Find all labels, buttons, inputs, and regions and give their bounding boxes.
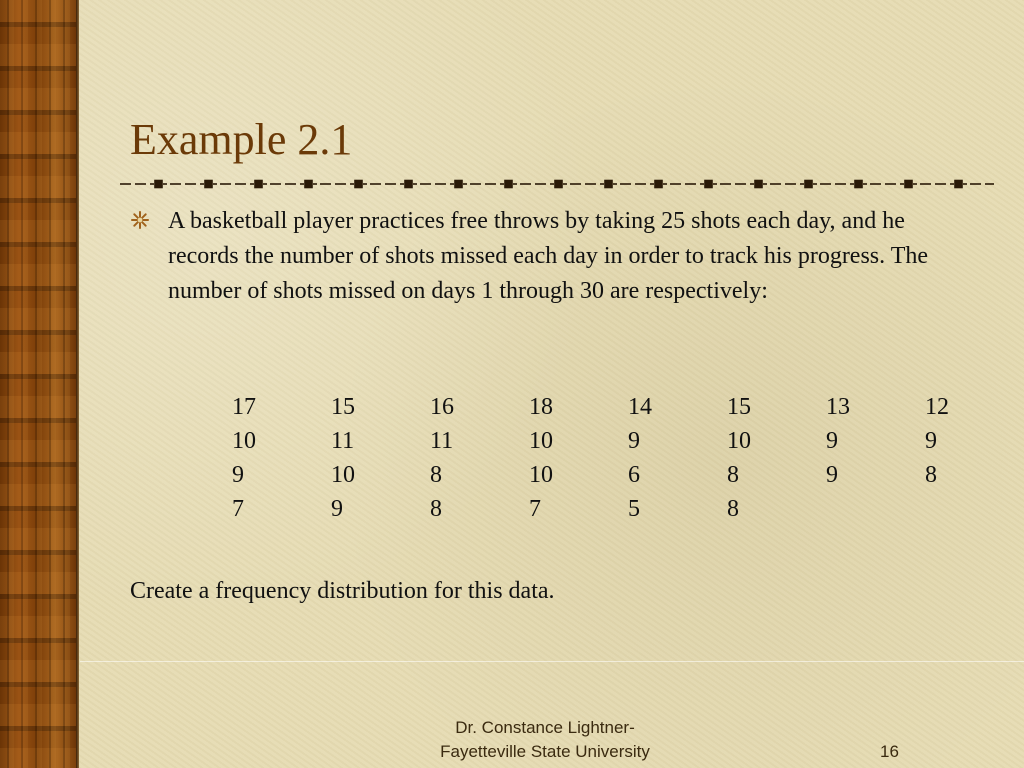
table-cell: 7 [232, 495, 244, 522]
bullet-text: A basketball player practices free throws by taking 25 shots each day, and he records the number of shots missed each day in order to track his progress. The number of shots missed on days 1 through 30 are respectively: [168, 208, 929, 304]
page-number: 16 [880, 742, 899, 761]
title-divider [118, 177, 994, 191]
table-cell: 5 [628, 495, 640, 522]
footer-author-line2: Fayetteville State University [440, 742, 650, 761]
table-cell: 11 [331, 427, 355, 454]
table-cell: 9 [628, 427, 640, 454]
table-cell: 10 [232, 427, 256, 454]
table-row [232, 390, 1024, 424]
table-cell: 14 [628, 393, 652, 420]
table-row [232, 424, 1024, 458]
table-cell: 10 [331, 461, 355, 488]
table-row [232, 458, 1024, 492]
footer-author [380, 716, 710, 764]
table-cell: 8 [925, 461, 937, 488]
instruction-text: Create a frequency distribution for this data. [130, 578, 555, 604]
table-cell: 17 [232, 393, 256, 420]
slide-title: Example 2.1 [130, 115, 353, 164]
table-cell: 10 [529, 461, 553, 488]
table-cell [826, 492, 925, 526]
starburst-bullet-icon [130, 210, 150, 230]
table-cell: 8 [430, 495, 442, 522]
table-cell: 6 [628, 461, 640, 488]
table-cell: 8 [430, 461, 442, 488]
footer-author-line1: Dr. Constance Lightner- [455, 718, 635, 737]
table-cell: 10 [727, 427, 751, 454]
table-cell: 15 [331, 393, 355, 420]
table-cell: 15 [727, 393, 751, 420]
footer-divider [80, 661, 1024, 662]
table-cell: 9 [826, 427, 838, 454]
table-cell: 8 [727, 495, 739, 522]
table-cell: 7 [529, 495, 541, 522]
table-cell: 13 [826, 393, 850, 420]
table-cell: 8 [727, 461, 739, 488]
table-cell: 9 [232, 461, 244, 488]
wood-grain-sidebar [0, 0, 76, 768]
shots-missed-table [232, 390, 1024, 526]
table-cell: 9 [331, 495, 343, 522]
table-cell: 9 [826, 461, 838, 488]
table-cell: 12 [925, 393, 949, 420]
table-cell: 9 [925, 427, 937, 454]
table-cell: 18 [529, 393, 553, 420]
table-row [232, 492, 1024, 526]
table-cell: 10 [529, 427, 553, 454]
table-cell: 16 [430, 393, 454, 420]
table-cell [925, 492, 1024, 526]
sidebar-edge [76, 0, 79, 768]
table-cell: 11 [430, 427, 454, 454]
